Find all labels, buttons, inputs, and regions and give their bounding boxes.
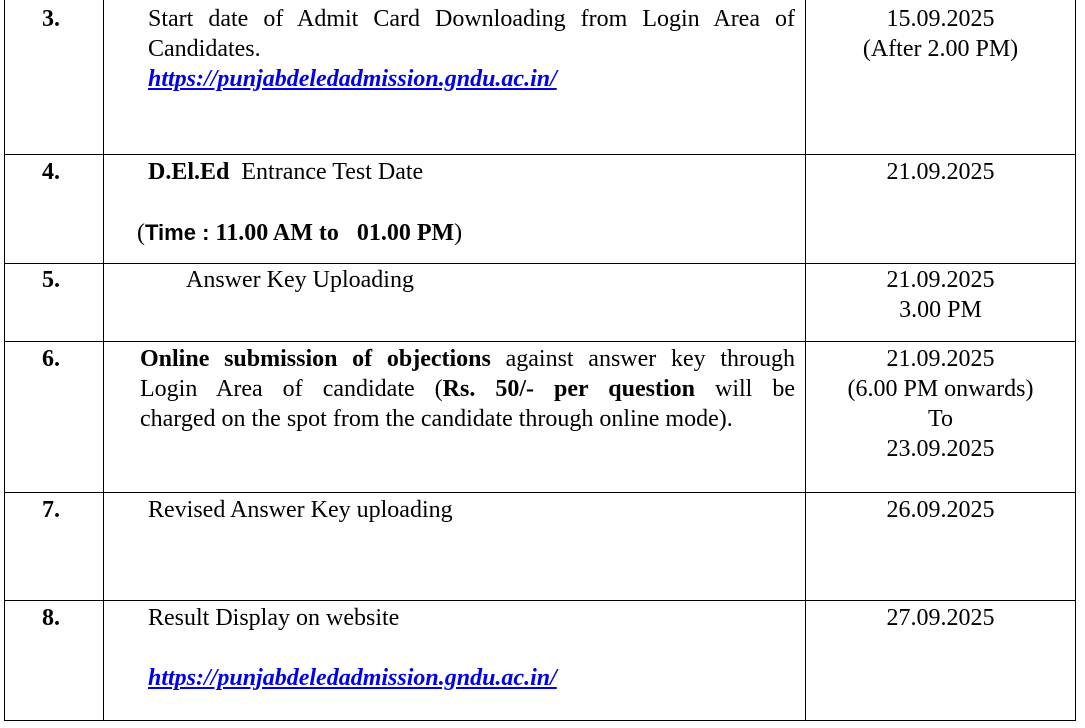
time-close: ) <box>454 220 463 246</box>
row-divider-5 <box>4 341 1076 342</box>
row-number: 3. <box>42 6 60 32</box>
time-open: ( <box>137 220 145 246</box>
admission-link[interactable]: https://punjabdeledadmission.gndu.ac.in/ <box>148 66 557 92</box>
row-description <box>140 344 795 374</box>
objection-text: against answer key through <box>505 346 795 372</box>
objection-will-be: will be <box>715 376 796 402</box>
test-time <box>137 218 462 248</box>
row-date-time: (After 2.00 PM) <box>862 36 1019 62</box>
row-divider-7 <box>4 600 1076 601</box>
row-description: Result Display on website <box>148 605 400 631</box>
objection-heading: Online submission of objections <box>140 346 491 372</box>
row-date: 15.09.2025 <box>886 6 995 32</box>
test-label: Entrance Test Date <box>241 159 424 185</box>
row-date: 27.09.2025 <box>886 605 995 631</box>
row-number: 8. <box>42 605 60 631</box>
table-border-left <box>4 0 5 721</box>
row-divider-6 <box>4 492 1076 493</box>
objection-fee: Rs. 50/- per question <box>442 376 695 402</box>
row-description-cont <box>140 374 795 404</box>
row-date-time: (6.00 PM onwards) <box>847 376 1034 402</box>
row-number: 4. <box>42 159 60 185</box>
row-divider-3 <box>4 154 1076 155</box>
time-value: 11.00 AM to 01.00 PM <box>215 220 455 246</box>
row-date: 21.09.2025 <box>886 267 995 293</box>
table-border-right <box>1075 0 1076 721</box>
row-date-time: 3.00 PM <box>899 297 982 323</box>
row-date: 21.09.2025 <box>886 346 995 372</box>
row-description: Answer Key Uploading <box>186 267 414 293</box>
row-description <box>148 157 423 187</box>
row-date-end: 23.09.2025 <box>886 436 995 462</box>
time-label: Time : <box>145 220 216 245</box>
course-name: D.El.Ed <box>148 159 230 185</box>
row-number: 5. <box>42 267 60 293</box>
row-divider-4 <box>4 263 1076 264</box>
table-border-bottom <box>4 720 1076 721</box>
objection-login: Login <box>140 376 198 402</box>
row-date: 26.09.2025 <box>886 497 995 523</box>
row-number: 6. <box>42 346 60 372</box>
result-link[interactable]: https://punjabdeledadmission.gndu.ac.in/ <box>148 665 557 691</box>
row-description-cont: charged on the spot from the candidate through online mode). <box>140 406 733 432</box>
row-date: 21.09.2025 <box>886 159 995 185</box>
row-date-to: To <box>928 406 953 432</box>
row-description: Start date of Admit Card Downloading from Login Area of <box>148 6 795 32</box>
objection-area: Area of candidate ( <box>216 376 443 402</box>
table-divider-num <box>103 0 104 721</box>
row-description: Revised Answer Key uploading <box>148 497 453 523</box>
row-number: 7. <box>42 497 60 523</box>
row-description-cont: Candidates. <box>148 36 261 62</box>
